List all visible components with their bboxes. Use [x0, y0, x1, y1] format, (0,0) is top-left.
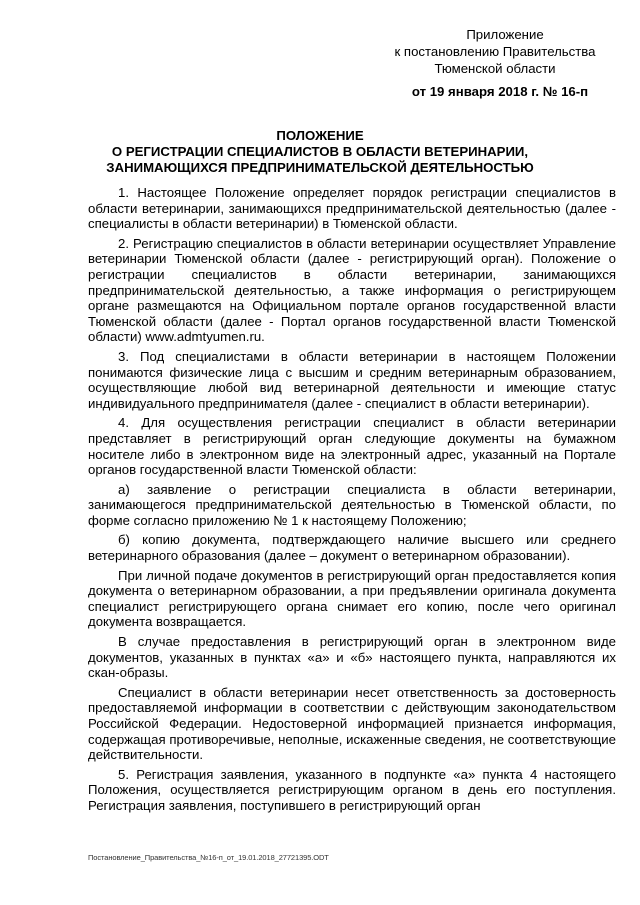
- paragraph-responsibility: Специалист в области ветеринарии несет ответственность за достоверность предоставляемой информации в соответствии с действующим законодательством Российской Федерации. Недостоверной информацией признается информация, содержащая противоречивые, неполные, искаженные сведения, не соответствующие действительности.: [88, 684, 616, 763]
- paragraph-4a: а) заявление о регистрации специалиста в области ветеринарии, занимающегося предпринимательской деятельностью в Тюменской области, по форме согласно приложению № 1 к настоящему Положению;: [88, 481, 616, 528]
- paragraph-2: 2. Регистрацию специалистов в области ветеринарии осуществляет Управление ветеринарии Тюменской области (далее - регистрирующий орган). Положение о регистрации специалистов в области ветеринарии, занимающихся предпринимательской деятельностью, а также информация о регистрирующем органе размещаются на Официальном портале органов государственной власти Тюменской области (далее - Портал органов государственной власти Тюменской области) www.admtyumen.ru.: [88, 235, 616, 345]
- paragraph-personal-submission: При личной подаче документов в регистрирующий орган предоставляется копия документа о ветеринарном образовании, а при предъявлении оригинала документа специалист регистрирующего органа снимает его копию, после чего оригинал документа возвращается.: [88, 567, 616, 630]
- document-title: [80, 128, 560, 176]
- decree-date: от 19 января 2018 г. № 16-п: [411, 84, 589, 99]
- annex-header: [370, 26, 620, 100]
- decree-reference: к постановлению Правительства: [394, 44, 596, 59]
- paragraph-4: 4. Для осуществления регистрации специалист в области ветеринарии представляет в регистрирующий орган следующие документы на бумажном носителе либо в электронном виде на электронный адрес, указанный на Портале органов государственной власти Тюменской области:: [88, 415, 616, 478]
- paragraph-4b: б) копию документа, подтверждающего наличие высшего или среднего ветеринарного образования (далее – документ о ветеринарном образовании).: [88, 532, 616, 564]
- document-body: [88, 185, 616, 818]
- title-line-2: О РЕГИСТРАЦИИ СПЕЦИАЛИСТОВ В ОБЛАСТИ ВЕТЕРИНАРИИ,: [111, 144, 529, 159]
- annex-label: Приложение: [466, 27, 544, 42]
- footer-filename: Постановление_Правительства_№16-п_от_19.01.2018_27721395.ODT: [88, 853, 329, 862]
- paragraph-electronic-submission: В случае предоставления в регистрирующий орган в электронном виде документов, указанных в пунктах «а» и «б» настоящего пункта, направляются их скан-образы.: [88, 634, 616, 681]
- paragraph-3: 3. Под специалистами в области ветеринарии в настоящем Положении понимаются физические лица с высшим и средним ветеринарным образованием, осуществляющие любой вид ветеринарной деятельности и имеющие статус индивидуального предпринимателя (далее - специалист в области ветеринарии).: [88, 348, 616, 411]
- title-line-3: ЗАНИМАЮЩИХСЯ ПРЕДПРИНИМАТЕЛЬСКОЙ ДЕЯТЕЛЬНОСТЬЮ: [106, 160, 534, 175]
- paragraph-1: 1. Настоящее Положение определяет порядок регистрации специалистов в области ветеринарии, занимающихся предпринимательской деятельностью (далее - специалисты в области ветеринарии) в Тюменской области.: [88, 185, 616, 232]
- paragraph-5: 5. Регистрация заявления, указанного в подпункте «а» пункта 4 настоящего Положения, осуществляется регистрирующим органом в день его поступления. Регистрация заявления, поступившего в регистрирующий орган: [88, 766, 616, 813]
- region-name: Тюменской области: [434, 61, 556, 76]
- title-line-1: ПОЛОЖЕНИЕ: [276, 128, 364, 143]
